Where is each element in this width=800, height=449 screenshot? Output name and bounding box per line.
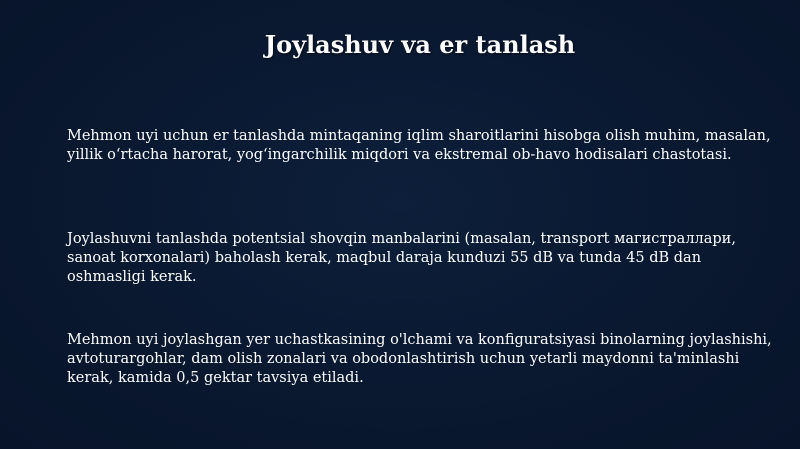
paragraph-plot-size: Mehmon uyi joylashgan yer uchastkasining o'lchami va konfiguratsiyasi binolarning joylashishi, avtoturargohlar, dam olish zonalari va obodonlashtirish uchun yetarli maydonni ta'minlashi kerak, kamida 0,5 gektar tavsiya etiladi. [67,332,772,386]
slide-title: Joylashuv va er tanlash [264,30,576,59]
paragraph-noise: Joylashuvni tanlashda potentsial shovqin manbalarini (masalan, transport магистраллари, sanoat korxonalari) baholash kerak, maqbul daraja kunduzi 55 dB va tunda 45 dB dan oshmasligi kerak. [67,231,736,285]
paragraph-climate: Mehmon uyi uchun er tanlashda mintaqaning iqlim sharoitlarini hisobga olish muhim, masalan, yillik o‘rtacha harorat, yog‘ingarchilik miqdori va ekstremal ob-havo hodisalari chastotasi. [67,128,771,163]
